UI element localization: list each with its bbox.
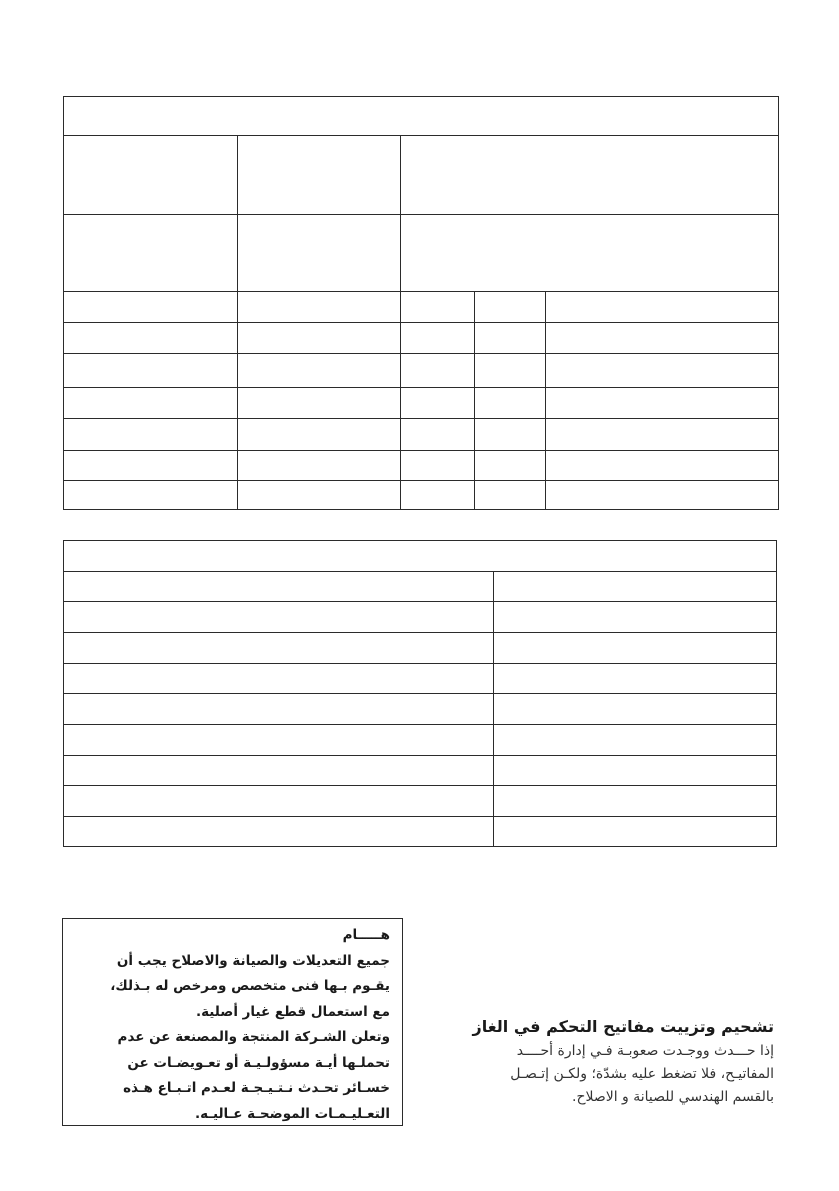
table-row xyxy=(64,817,777,847)
table-cell xyxy=(64,215,238,292)
table-row xyxy=(64,354,779,388)
table-row xyxy=(64,215,779,292)
paragraph-line: إذا حـــدث ووجـدت صعوبـة فـي إدارة أحــــد xyxy=(516,1043,774,1059)
table-cell xyxy=(64,756,494,786)
table-cell xyxy=(238,215,401,292)
table-cell xyxy=(475,451,546,481)
table-row xyxy=(64,725,777,756)
table-cell xyxy=(401,354,475,388)
table-cell xyxy=(475,323,546,354)
table-cell xyxy=(64,664,494,694)
table-cell xyxy=(401,292,475,323)
table-cell xyxy=(401,419,475,451)
table-cell xyxy=(475,388,546,419)
table-cell xyxy=(64,388,238,419)
table-cell xyxy=(494,756,777,786)
table-cell xyxy=(64,602,494,633)
table-row xyxy=(64,541,777,572)
table-cell xyxy=(64,97,779,136)
table-cell xyxy=(401,481,475,510)
table-cell xyxy=(64,633,494,664)
table-row xyxy=(64,136,779,215)
table-cell xyxy=(238,481,401,510)
table-cell xyxy=(494,572,777,602)
notice-line: التعـليـمـات الموضحـة عـاليـه. xyxy=(195,1105,390,1122)
table-cell xyxy=(546,354,779,388)
service-record-table xyxy=(63,96,779,510)
table-row xyxy=(64,786,777,817)
notice-heading: هـــــام xyxy=(342,927,390,943)
table-row xyxy=(64,602,777,633)
table-row xyxy=(64,419,779,451)
table-cell xyxy=(494,694,777,725)
table-cell xyxy=(238,388,401,419)
table-cell xyxy=(64,354,238,388)
paragraph-line: بالقسم الهندسي للصيانة و الاصلاح. xyxy=(572,1089,774,1105)
table-row xyxy=(64,664,777,694)
table-cell xyxy=(401,136,779,215)
notice-line: يقـوم بـها فنى متخصص ومرخص له بـذلك، xyxy=(110,978,390,994)
gas-controls-title: تشحيم وتزييت مفاتيح التحكم في الغاز xyxy=(472,1017,774,1036)
table-cell xyxy=(401,388,475,419)
table-cell xyxy=(546,323,779,354)
table-cell xyxy=(64,292,238,323)
table-cell xyxy=(238,451,401,481)
table-cell xyxy=(238,419,401,451)
table-cell xyxy=(546,481,779,510)
table-cell xyxy=(64,817,494,847)
table-cell xyxy=(546,419,779,451)
important-notice-box xyxy=(62,918,403,1126)
table-cell xyxy=(64,481,238,510)
table-cell xyxy=(401,215,779,292)
table-row xyxy=(64,633,777,664)
table-row xyxy=(64,694,777,725)
table-cell xyxy=(494,664,777,694)
notice-line: جميع التعديلات والصيانة والاصلاح يجب أن xyxy=(116,952,390,969)
table-cell xyxy=(401,323,475,354)
table-cell xyxy=(546,292,779,323)
table-cell xyxy=(401,451,475,481)
table-cell xyxy=(64,572,494,602)
table-cell xyxy=(64,725,494,756)
table-row xyxy=(64,388,779,419)
table-row xyxy=(64,572,777,602)
table-cell xyxy=(238,136,401,215)
table-cell xyxy=(475,419,546,451)
table-cell xyxy=(64,451,238,481)
notice-line: مع استعمال قطع غيار أصلية. xyxy=(195,1003,390,1020)
notice-line: وتعلن الشـركة المنتجة والمصنعة عن عدم xyxy=(117,1029,390,1045)
notice-line: خسـائر تحـدث نـتـيـجـة لعـدم اتـبـاع هـذه xyxy=(123,1080,390,1096)
paragraph-line: المفاتيـح، فلا تضغط عليه بشدّة؛ ولكـن إتـصـل xyxy=(510,1066,774,1082)
table-cell xyxy=(238,354,401,388)
gas-controls-section xyxy=(420,1014,774,1109)
gas-controls-body xyxy=(420,1040,774,1109)
table-cell xyxy=(494,817,777,847)
notice-line: تحملـها أيـة مسؤولـيـة أو تعـويضـات عن xyxy=(127,1054,390,1071)
table-row xyxy=(64,481,779,510)
table-row xyxy=(64,97,779,136)
table-cell xyxy=(64,541,777,572)
table-cell xyxy=(475,481,546,510)
table-cell xyxy=(494,633,777,664)
table-cell xyxy=(494,786,777,817)
table-row xyxy=(64,756,777,786)
table-cell xyxy=(64,786,494,817)
table-cell xyxy=(546,388,779,419)
maintenance-log-table xyxy=(63,540,777,847)
table-cell xyxy=(238,323,401,354)
table-cell xyxy=(64,419,238,451)
table-row xyxy=(64,323,779,354)
table-row xyxy=(64,451,779,481)
table-cell xyxy=(64,694,494,725)
table-row xyxy=(64,292,779,323)
table-cell xyxy=(64,136,238,215)
table-cell xyxy=(494,602,777,633)
table-cell xyxy=(546,451,779,481)
table-cell xyxy=(238,292,401,323)
table-cell xyxy=(475,354,546,388)
table-cell xyxy=(475,292,546,323)
table-cell xyxy=(494,725,777,756)
table-cell xyxy=(64,323,238,354)
